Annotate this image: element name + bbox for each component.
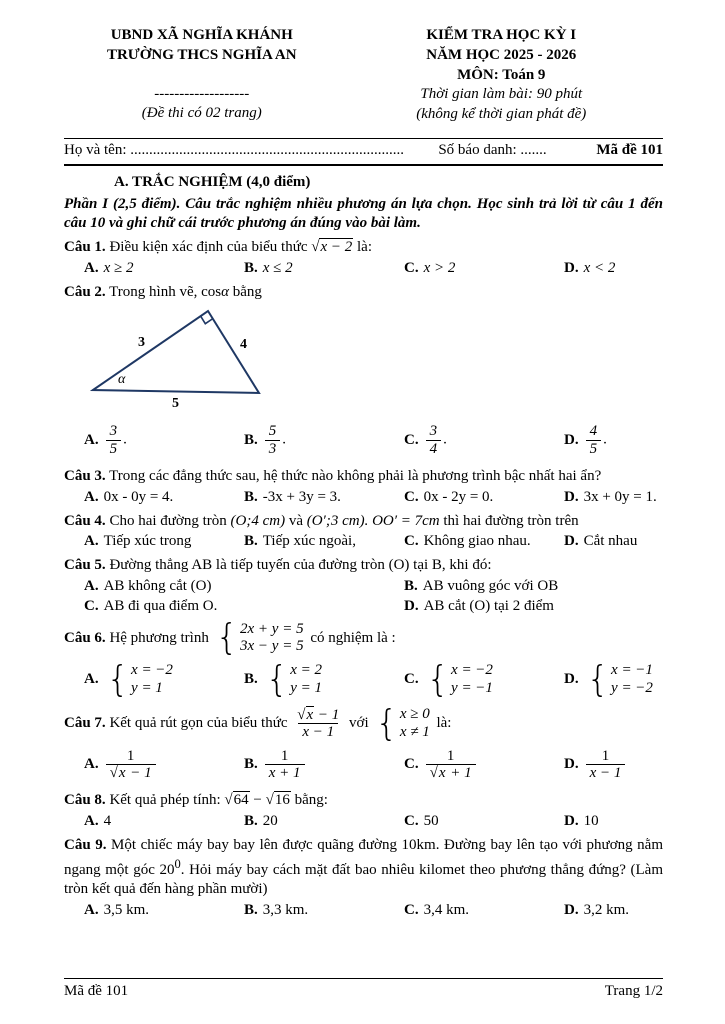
- question-9-options: [64, 901, 663, 921]
- denominator: 4: [426, 440, 442, 458]
- question-text: Hệ phương trình: [109, 629, 209, 646]
- solution-system: [266, 662, 322, 697]
- option-d: [564, 812, 663, 832]
- duration-note: (không kể thời gian phát đề): [416, 106, 587, 123]
- section-a-intro: Phần I (2,5 điểm). Câu trắc nghiệm nhiều phương án lựa chọn. Học sinh trả lời từ câu 1 đến câu 10 và ghi chữ cái trước phương án đúng vào bài làm.: [64, 195, 663, 232]
- footer-page-number: Trang 1/2: [604, 983, 663, 1000]
- option-label: D.: [564, 432, 579, 449]
- header-right: [340, 26, 663, 125]
- header: [64, 26, 663, 125]
- option-label: B.: [244, 756, 258, 773]
- option-label: A.: [84, 756, 99, 773]
- option-c: [404, 812, 564, 832]
- exam-title: KIỂM TRA HỌC KỲ I: [426, 27, 577, 43]
- circle-2: (O′;3 cm).: [306, 512, 369, 529]
- question-7-options: [64, 743, 663, 788]
- equation-system: [216, 621, 304, 656]
- fraction: [106, 423, 122, 458]
- numerator: 3: [109, 423, 118, 440]
- option-b: [404, 577, 663, 597]
- denominator: 3: [265, 440, 281, 458]
- duration: Thời gian làm bài: 90 phút: [420, 86, 583, 103]
- fraction: [106, 748, 156, 783]
- option-label: B.: [244, 671, 258, 688]
- fraction: [586, 423, 602, 458]
- option-a: [84, 748, 244, 783]
- candidate-number-line: Số báo danh: .......: [438, 141, 547, 158]
- option-a: [84, 488, 244, 508]
- radicand: 64: [233, 792, 249, 809]
- denominator-rest: − 1: [126, 765, 152, 782]
- option-text: 3,4 km.: [423, 902, 470, 919]
- question-4-options: [64, 532, 663, 552]
- question-label: Câu 6.: [64, 629, 106, 646]
- solution-system: [587, 662, 653, 697]
- option-c: [404, 488, 564, 508]
- sqrt-16: [266, 791, 291, 808]
- question-3-text: [64, 467, 663, 487]
- option-a: [84, 901, 244, 921]
- option-text: Không giao nhau.: [423, 533, 531, 550]
- side-label-left: 3: [138, 334, 145, 350]
- page-footer: [64, 978, 663, 1002]
- option-text: 10: [583, 813, 599, 830]
- option-text: Cắt nhau: [583, 533, 638, 550]
- pages-note: (Đề thi có 02 trang): [141, 105, 262, 122]
- spacer: [64, 66, 340, 85]
- sqrt-x: [297, 706, 314, 723]
- option-b: [244, 748, 404, 783]
- option-label: C.: [404, 533, 419, 550]
- option-d: [564, 901, 663, 921]
- question-text: Đường thẳng AB là tiếp tuyến của đường tròn (O) tại B, khi đó:: [109, 557, 492, 574]
- option-text: x > 2: [423, 259, 456, 276]
- divider-dashes: -------------------: [154, 85, 250, 102]
- sqrt-64: [224, 791, 249, 808]
- option-a: [84, 577, 404, 597]
- fraction: [265, 748, 305, 783]
- question-text: Trong các đẳng thức sau, hệ thức nào không phải là phương trình bậc nhất hai ẩn?: [109, 467, 602, 484]
- radicand: x: [438, 765, 446, 782]
- question-3-options: [64, 488, 663, 508]
- solution-system: [107, 662, 173, 697]
- denominator: [106, 764, 156, 782]
- question-2-options: [64, 418, 663, 463]
- option-d: [404, 597, 663, 617]
- sqrt-x: [430, 764, 447, 781]
- option-b: [244, 812, 404, 832]
- option-label: A.: [84, 671, 99, 688]
- triangle-svg: [88, 306, 278, 410]
- option-c: [84, 597, 404, 617]
- option-c: [404, 901, 564, 921]
- x-value: { x = −1: [611, 661, 653, 678]
- org-name: UBND XÃ NGHĨA KHÁNH: [110, 27, 293, 43]
- option-label: B.: [244, 902, 258, 919]
- question-text-3: là:: [436, 715, 452, 732]
- y-value: y = 1: [131, 679, 163, 696]
- option-label: D.: [564, 259, 579, 276]
- numerator: 5: [268, 423, 277, 440]
- question-9-text: [64, 836, 663, 900]
- option-label: A.: [84, 259, 99, 276]
- option-text: x ≤ 2: [262, 259, 293, 276]
- question-label: Câu 4.: [64, 512, 106, 529]
- question-5: [64, 556, 663, 616]
- numerator-rest: − 1: [314, 706, 340, 723]
- option-a: [84, 812, 244, 832]
- question-text-2: bằng:: [294, 792, 328, 809]
- option-label: A.: [84, 488, 99, 505]
- question-6-text: [64, 621, 663, 656]
- question-text: Kết quả rút gọn của biểu thức: [109, 715, 288, 732]
- option-text: -3x + 3y = 3.: [262, 488, 341, 505]
- question-label: Câu 9.: [64, 836, 107, 853]
- denominator: 5: [106, 440, 122, 458]
- subject: MÔN: Toán 9: [457, 66, 546, 83]
- option-label: B.: [244, 488, 258, 505]
- question-text-3: thì hai đường tròn trên: [443, 512, 579, 529]
- sqrt-x: [110, 764, 127, 781]
- option-label: B.: [404, 577, 418, 594]
- option-label: C.: [404, 488, 419, 505]
- question-6: [64, 621, 663, 703]
- suffix: .: [123, 432, 127, 449]
- fraction: [265, 423, 281, 458]
- option-d: [564, 423, 663, 458]
- option-label: D.: [564, 533, 579, 550]
- fraction: [426, 423, 442, 458]
- option-label: C.: [84, 597, 99, 614]
- option-label: A.: [84, 533, 99, 550]
- option-text: AB cắt (O) tại 2 điểm: [423, 597, 554, 614]
- x-value: { x = 2: [290, 661, 322, 678]
- question-2: [64, 283, 663, 463]
- degree-superscript: 0: [174, 856, 181, 871]
- equation-1: { 2x + y = 5: [240, 620, 304, 637]
- question-text-2: bằng: [232, 283, 262, 300]
- fraction: [586, 748, 626, 783]
- option-label: A.: [84, 813, 99, 830]
- suffix: .: [603, 432, 607, 449]
- numerator: [293, 707, 343, 724]
- option-text: 20: [262, 813, 278, 830]
- option-label: B.: [244, 259, 258, 276]
- question-text: Cho hai đường tròn: [109, 512, 227, 529]
- condition-1: { x ≥ 0: [399, 706, 430, 723]
- x-value: { x = −2: [451, 661, 493, 678]
- option-label: C.: [404, 813, 419, 830]
- option-label: D.: [404, 597, 419, 614]
- option-b: [244, 532, 404, 552]
- numerator: 1: [280, 747, 289, 764]
- option-d: [564, 532, 663, 552]
- question-text-2: . Hỏi máy bay cách mặt đất bao nhiêu kilomet theo phương thẳng đứng? (Làm tròn kết quả đến hàng phần mười): [64, 861, 663, 898]
- alpha-symbol: α: [221, 283, 229, 300]
- section-a-title: A. TRẮC NGHIỆM (4,0 điểm): [114, 173, 311, 190]
- question-4-text: [64, 512, 663, 532]
- option-text: 3,5 km.: [103, 902, 150, 919]
- question-8: [64, 791, 663, 832]
- side-label-right: 4: [240, 336, 247, 352]
- option-label: A.: [84, 432, 99, 449]
- option-b: [244, 259, 404, 279]
- option-b: [244, 423, 404, 458]
- denominator: [426, 764, 476, 782]
- question-1-text: [64, 238, 663, 258]
- option-label: D.: [564, 902, 579, 919]
- numerator: 1: [601, 747, 610, 764]
- question-5-text: [64, 556, 663, 576]
- option-label: C.: [404, 756, 419, 773]
- question-label: Câu 1.: [64, 239, 106, 256]
- minus-operator: −: [253, 792, 262, 809]
- suffix: .: [443, 432, 447, 449]
- option-text: 3x + 0y = 1.: [583, 488, 657, 505]
- numerator: 4: [589, 423, 598, 440]
- option-label: A.: [84, 577, 99, 594]
- condition-system: [375, 706, 429, 741]
- question-5-options: [64, 577, 663, 617]
- option-label: B.: [244, 432, 258, 449]
- question-8-options: [64, 812, 663, 832]
- question-7-text: [64, 706, 663, 741]
- question-text-2: và: [288, 512, 303, 529]
- numerator: 3: [429, 423, 438, 440]
- option-b: [244, 662, 404, 697]
- option-label: D.: [564, 671, 579, 688]
- question-3: [64, 467, 663, 508]
- question-label: Câu 7.: [64, 715, 106, 732]
- numerator: 1: [126, 747, 135, 764]
- option-a: [84, 259, 244, 279]
- option-text: Tiếp xúc ngoài,: [262, 533, 356, 550]
- student-info-row: [64, 138, 663, 166]
- option-label: B.: [244, 813, 258, 830]
- denominator: 5: [586, 440, 602, 458]
- triangle-figure: [88, 306, 663, 417]
- option-label: D.: [564, 813, 579, 830]
- option-text: Tiếp xúc trong: [103, 533, 192, 550]
- sqrt-expression: [311, 238, 353, 255]
- option-label: D.: [564, 488, 579, 505]
- option-text: AB đi qua điểm O.: [103, 597, 218, 614]
- school-year: NĂM HỌC 2025 - 2026: [426, 46, 577, 63]
- option-text: 0x - 2y = 0.: [423, 488, 494, 505]
- option-a: [84, 423, 244, 458]
- y-value: y = −1: [451, 679, 493, 696]
- question-8-text: [64, 791, 663, 811]
- option-label: C.: [404, 259, 419, 276]
- option-b: [244, 901, 404, 921]
- question-9: [64, 836, 663, 921]
- option-label: D.: [564, 756, 579, 773]
- header-left: [64, 26, 340, 125]
- question-label: Câu 8.: [64, 792, 106, 809]
- question-label: Câu 5.: [64, 557, 106, 574]
- distance: OO′ = 7cm: [372, 512, 440, 529]
- option-b: [244, 488, 404, 508]
- angle-label: α: [118, 371, 126, 387]
- option-d: [564, 662, 663, 697]
- option-text: x ≥ 2: [103, 259, 134, 276]
- option-text: AB vuông góc với OB: [422, 577, 559, 594]
- denominator: x − 1: [298, 723, 338, 741]
- fraction: [426, 748, 476, 783]
- solution-system: [427, 662, 493, 697]
- option-text: x < 2: [583, 259, 616, 276]
- x-value: { x = −2: [131, 661, 173, 678]
- question-7: [64, 706, 663, 787]
- option-c: [404, 423, 564, 458]
- y-value: y = −2: [611, 679, 653, 696]
- option-text: 3,2 km.: [583, 902, 630, 919]
- question-6-options: [64, 657, 663, 702]
- question-1-options: [64, 259, 663, 279]
- option-text: 50: [423, 813, 439, 830]
- circle-1: (O;4 cm): [230, 512, 286, 529]
- exam-code: Mã đề 101: [596, 141, 663, 158]
- question-text-2: là:: [357, 239, 373, 256]
- denominator: x + 1: [265, 764, 305, 782]
- question-label: Câu 2.: [64, 283, 106, 300]
- question-4: [64, 512, 663, 553]
- question-text: Trong hình vẽ, cos: [109, 283, 222, 300]
- option-text: 4: [103, 813, 112, 830]
- question-text: Điều kiện xác định của biểu thức: [109, 239, 308, 256]
- question-text-2: với: [349, 715, 369, 732]
- question-text-2: có nghiệm là :: [310, 629, 396, 646]
- question-label: Câu 3.: [64, 467, 106, 484]
- question-text: Kết quả phép tính:: [109, 792, 221, 809]
- option-a: [84, 662, 244, 697]
- denominator: x − 1: [586, 764, 626, 782]
- base-label: 5: [172, 395, 179, 410]
- option-text: 3,3 km.: [262, 902, 309, 919]
- equation-2: 3x − y = 5: [240, 638, 304, 655]
- numerator: 1: [446, 747, 455, 764]
- condition-2: x ≠ 1: [399, 723, 430, 740]
- radicand: 16: [274, 792, 290, 809]
- option-text: AB không cắt (O): [103, 577, 212, 594]
- question-2-text: [64, 283, 663, 303]
- radicand: x − 2: [320, 239, 353, 256]
- option-label: C.: [404, 671, 419, 688]
- question-1: [64, 238, 663, 279]
- denominator-rest: + 1: [446, 765, 472, 782]
- option-c: [404, 532, 564, 552]
- option-label: C.: [404, 432, 419, 449]
- y-value: y = 1: [290, 679, 322, 696]
- radicand: x: [118, 765, 126, 782]
- option-c: [404, 662, 564, 697]
- option-a: [84, 532, 244, 552]
- option-d: [564, 488, 663, 508]
- option-c: [404, 748, 564, 783]
- option-d: [564, 259, 663, 279]
- option-text: 0x - 0y = 4.: [103, 488, 174, 505]
- option-label: C.: [404, 902, 419, 919]
- footer-exam-code: Mã đề 101: [64, 983, 129, 1000]
- student-name-line: Họ và tên: .........................................................................: [64, 141, 404, 158]
- radicand: x: [306, 706, 314, 723]
- option-label: A.: [84, 902, 99, 919]
- option-label: B.: [244, 533, 258, 550]
- suffix: .: [282, 432, 287, 449]
- school-name: TRƯỜNG THCS NGHĨA AN: [106, 46, 297, 63]
- question-text: Một chiếc máy bay bay lên được quãng đường 10km. Đường bay lên tạo với phương nằm ngang một góc 20: [64, 836, 663, 878]
- fraction: [293, 707, 343, 742]
- option-d: [564, 748, 663, 783]
- option-c: [404, 259, 564, 279]
